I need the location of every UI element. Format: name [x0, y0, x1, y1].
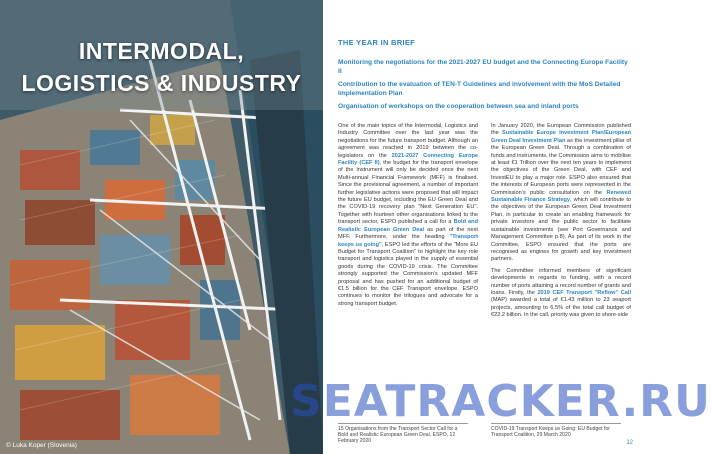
hero-title-line1: INTERMODAL, — [78, 38, 245, 64]
watermark: SEATRACKER.RU — [290, 376, 711, 427]
footnote-1: 15 Organisations from the Transport Sector Call for a Bold and Realistic European Green Deal, ESPO, 12 February 2020 — [338, 423, 468, 445]
column-right — [491, 123, 631, 324]
paragraph: The Committee informed members of significant developments in regards to funding, with a record number of ports attaining a record number of grants and loans. Firstly, the 2019 CEF Transport "Reflow" Call (MAP) awarded a total of €1.43 million to 23 seaport projects, amounting to 6.5% of the total call budget of €22.2 billion. In the call, priority was given to shore-side — [491, 267, 631, 319]
brief-item-2: Contribution to the evaluation of TEN-T Guidelines and involvement with the MoS Detailed Implementation Plan — [338, 81, 621, 97]
brief-item-1: Monitoring the negotiations for the 2021-2027 EU budget and the Connecting Europe Facility II — [338, 59, 628, 75]
brief-item-3: Organisation of workshops on the cooperation between sea and inland ports — [338, 103, 579, 110]
hero-title-line2: LOGISTICS & INDUSTRY — [21, 70, 302, 96]
paragraph: One of the main topics of the Intermodal, Logistics and Industry Committee over the last year was the negotiations for the future transport budget. Although an agreement was reached in 2019 between the co-legislators on the 2021-2027 Connecting Europe Facility (CEF II), the budget for the transport envelope of the instrument will only be decided once the next Multi-annual Financial Framework (MFF) is finalised. Since the provisional agreement, a number of important further legislative actions were proposed that will impact the future EU budget, including the EU Green Deal and the COVID-19 recovery plan "Next Generation EU". Together with fourteen other organisations linked to the transport sector, ESPO published a call for a Bold and Realistic European Green Deal as part of the next MFF. Furthermore, under the heading "Transport keeps us going", ESPO led the efforts of the "More EU Budget for Transport Coalition" to highlight the key role transport and logistics played in the supply of essential goods during the COVID-19 crisis. The Committee strongly supported the Commission's updated MFF proposal and has pushed for an additional budget of €1.5 billion for the CEF Transport envelope. ESPO continues to monitor the trilogues and advocate for a strong transport budget. — [338, 123, 478, 307]
page-number: 12 — [626, 440, 633, 446]
hero-photo — [0, 0, 323, 454]
column-left — [338, 123, 478, 312]
paragraph: In January 2020, the European Commission published the Sustainable Europe Investment Plan/European Green Deal Investment Plan as the investment pillar of the European Green Deal. Through a combination of funds and instruments, the Commission aims to mobilise at least €1 Trillion over the next ten years to implement the objectives of the Green Deal, with CEF and InvestEU to play a major role. ESPO also ensured that the interests of European ports were represented in the Commission's public consultation on the Renewed Sustainable Finance Strategy, which will contribute to the objectives of the European Green Deal Investment Plan, in particular to create an enabling framework for private investors and the public sector to facilitate sustainable investments (see Port Governance and Management Committee p.8). As part of its work in the Committee, ESPO ensured that the ports are recognised as engines for growth and key investment partners. — [491, 123, 631, 263]
section-title: THE YEAR IN BRIEF — [338, 38, 416, 47]
photo-credit: © Luka Koper (Slovenia) — [6, 442, 77, 449]
footnote-2: COVID-19 Transport Keeps us Going: EU Budget for Transport Coalition, 29 March 2020 — [491, 423, 621, 438]
port-aerial-image — [0, 0, 323, 454]
